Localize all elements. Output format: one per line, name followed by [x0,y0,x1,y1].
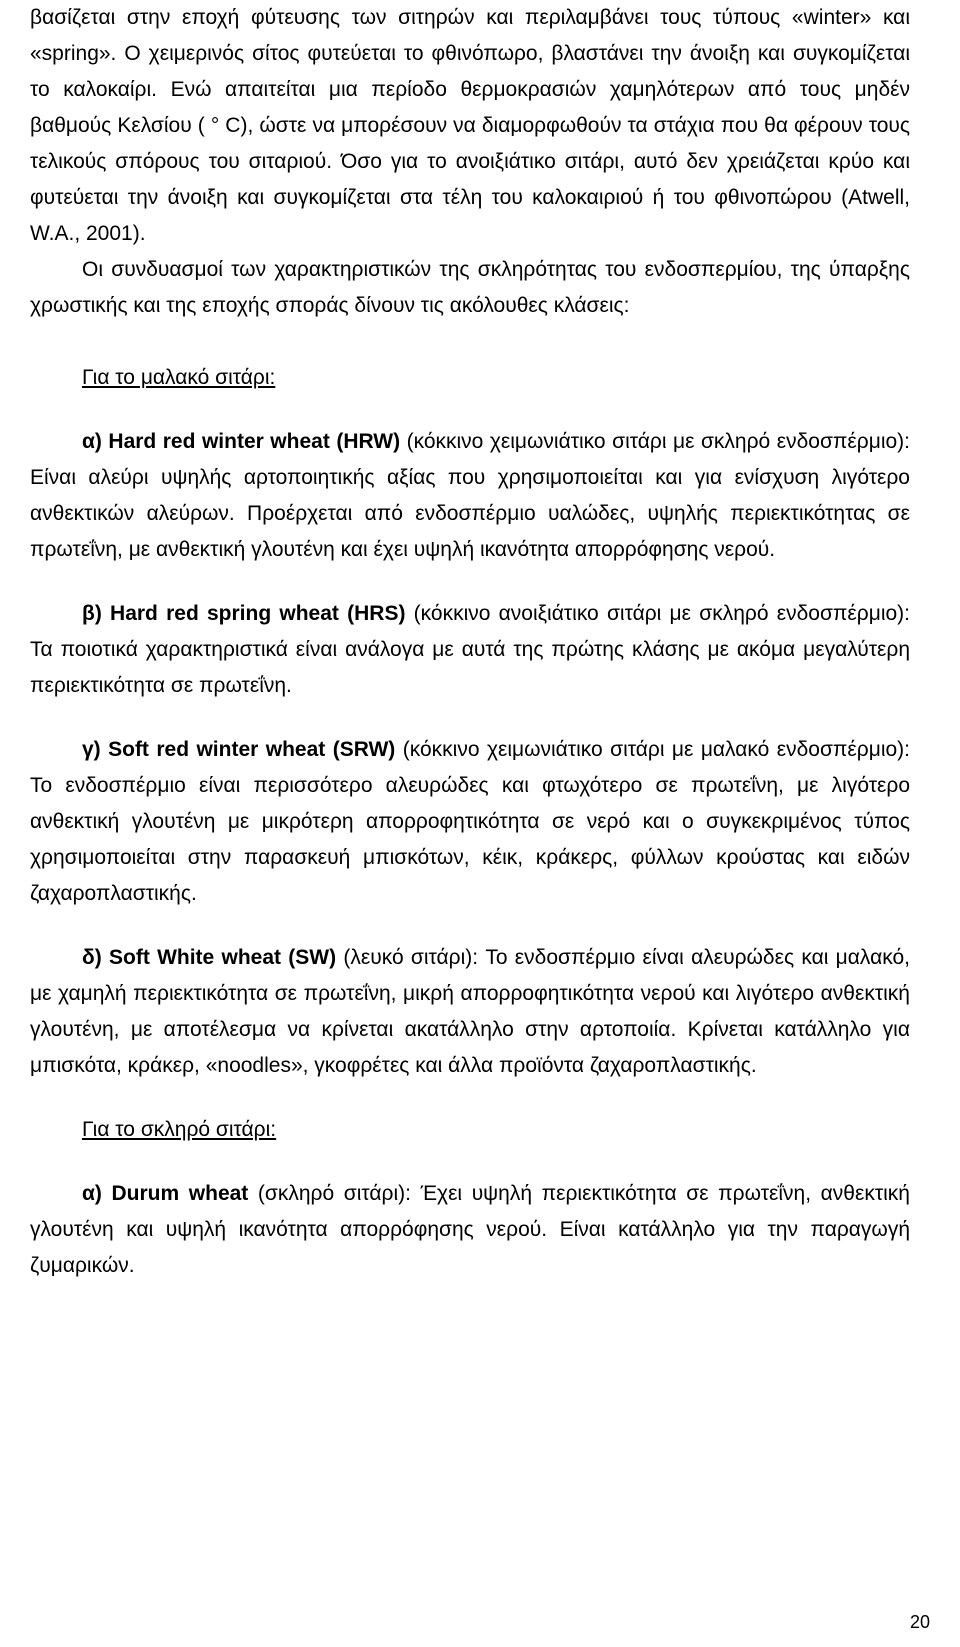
classes-intro-paragraph: Οι συνδυασμοί των χαρακτηριστικών της σκληρότητας του ενδοσπερμίου, της ύπαρξης χρωστικής και της εποχής σποράς δίνουν τις ακόλουθες κλάσεις: [30,258,910,317]
class-sw-text: (λευκό σιτάρι): Το ενδοσπέρμιο είναι αλευρώδες και μαλακό, με χαμηλή περιεκτικότητα σε πρωτεΐνη, μικρή απορροφητικότητα νερού και λιγότερο ανθεκτική γλουτένη, με αποτέλεσμα να κρίνεται ακατάλληλο στην αρτοποιία. Κρίνεται κατάλληλο για μπισκότα, κράκερ, «noodles», γκοφρέτες και άλλα προϊόντα ζαχαροπλαστικής. [30,946,910,1077]
class-srw-text: (κόκκινο χειμωνιάτικο σιτάρι με μαλακό ενδοσπέρμιο): Το ενδοσπέρμιο είναι περισσότερο αλευρώδες και φτωχότερο σε πρωτεΐνη, με λιγότερο ανθεκτική γλουτένη με μικρότερη απορροφητικότητα σε νερό και ο συγκεκριμένος τύπος χρησιμοποιείται στην παρασκευή μπισκότων, κέικ, κράκερς, φύλλων κρούστας και ειδών ζαχαροπλαστικής. [30,738,910,905]
document-page [30,0,910,1284]
class-hrs-label: β) Hard red spring wheat (HRS) [82,602,406,625]
class-hrs-text: (κόκκινο ανοιξιάτικο σιτάρι με σκληρό ενδοσπέρμιο): Τα ποιοτικά χαρακτηριστικά είναι ανάλογα με αυτά της πρώτης κλάσης με ακόμα μεγαλύτερη περιεκτικότητα σε πρωτεΐνη. [30,602,910,697]
soft-wheat-heading: Για το μαλακό σιτάρι: [82,366,276,389]
class-sw-label: δ) Soft White wheat (SW) [82,946,337,969]
class-hrw-label: α) Hard red winter wheat (HRW) [82,430,401,453]
class-durum-label: α) Durum wheat [82,1182,249,1205]
class-durum-text: (σκληρό σιτάρι): Έχει υψηλή περιεκτικότητα σε πρωτεΐνη, ανθεκτική γλουτένη και υψηλή ικανότητα απορρόφησης νερού. Είναι κατάλληλο για την παραγωγή ζυμαρικών. [30,1182,910,1277]
hard-wheat-heading: Για το σκληρό σιτάρι: [82,1118,277,1141]
class-durum-paragraph [30,1176,910,1284]
class-hrs-paragraph [30,596,910,704]
class-srw-label: γ) Soft red winter wheat (SRW) [82,738,396,761]
class-hrw-paragraph [30,424,910,568]
page-number: 20 [909,1612,930,1632]
class-hrw-text: (κόκκινο χειμωνιάτικο σιτάρι με σκληρό ενδοσπέρμιο): Είναι αλεύρι υψηλής αρτοποιητικής αξίας που χρησιμοποιείται και για ενίσχυση λιγότερο ανθεκτικών αλεύρων. Προέρχεται από ενδοσπέρμιο υαλώδες, υψηλής περιεκτικότητας σε πρωτεΐνη, με ανθεκτική γλουτένη και έχει υψηλή ικανότητα απορρόφησης νερού. [30,430,910,561]
class-srw-paragraph [30,732,910,912]
class-sw-paragraph [30,940,910,1084]
intro-paragraph: βασίζεται στην εποχή φύτευσης των σιτηρών και περιλαμβάνει τους τύπους «winter» και «spring». Ο χειμερινός σίτος φυτεύεται το φθινόπωρο, βλαστάνει την άνοιξη και συγκομίζεται το καλοκαίρι. Ενώ απαιτείται μια περίοδο θερμοκρασιών χαμηλότερων από τους μηδέν βαθμούς Κελσίου ( ° C), ώστε να μπορέσουν να διαμορφωθούν τα στάχια που θα φέρουν τους τελικούς σπόρους του σιταριού. Όσο για το ανοιξιάτικο σιτάρι, αυτό δεν χρειάζεται κρύο και φυτεύεται την άνοιξη και συγκομίζεται στα τέλη του καλοκαιριού ή του φθινοπώρου (Atwell, W.A., 2001). [30,6,910,245]
